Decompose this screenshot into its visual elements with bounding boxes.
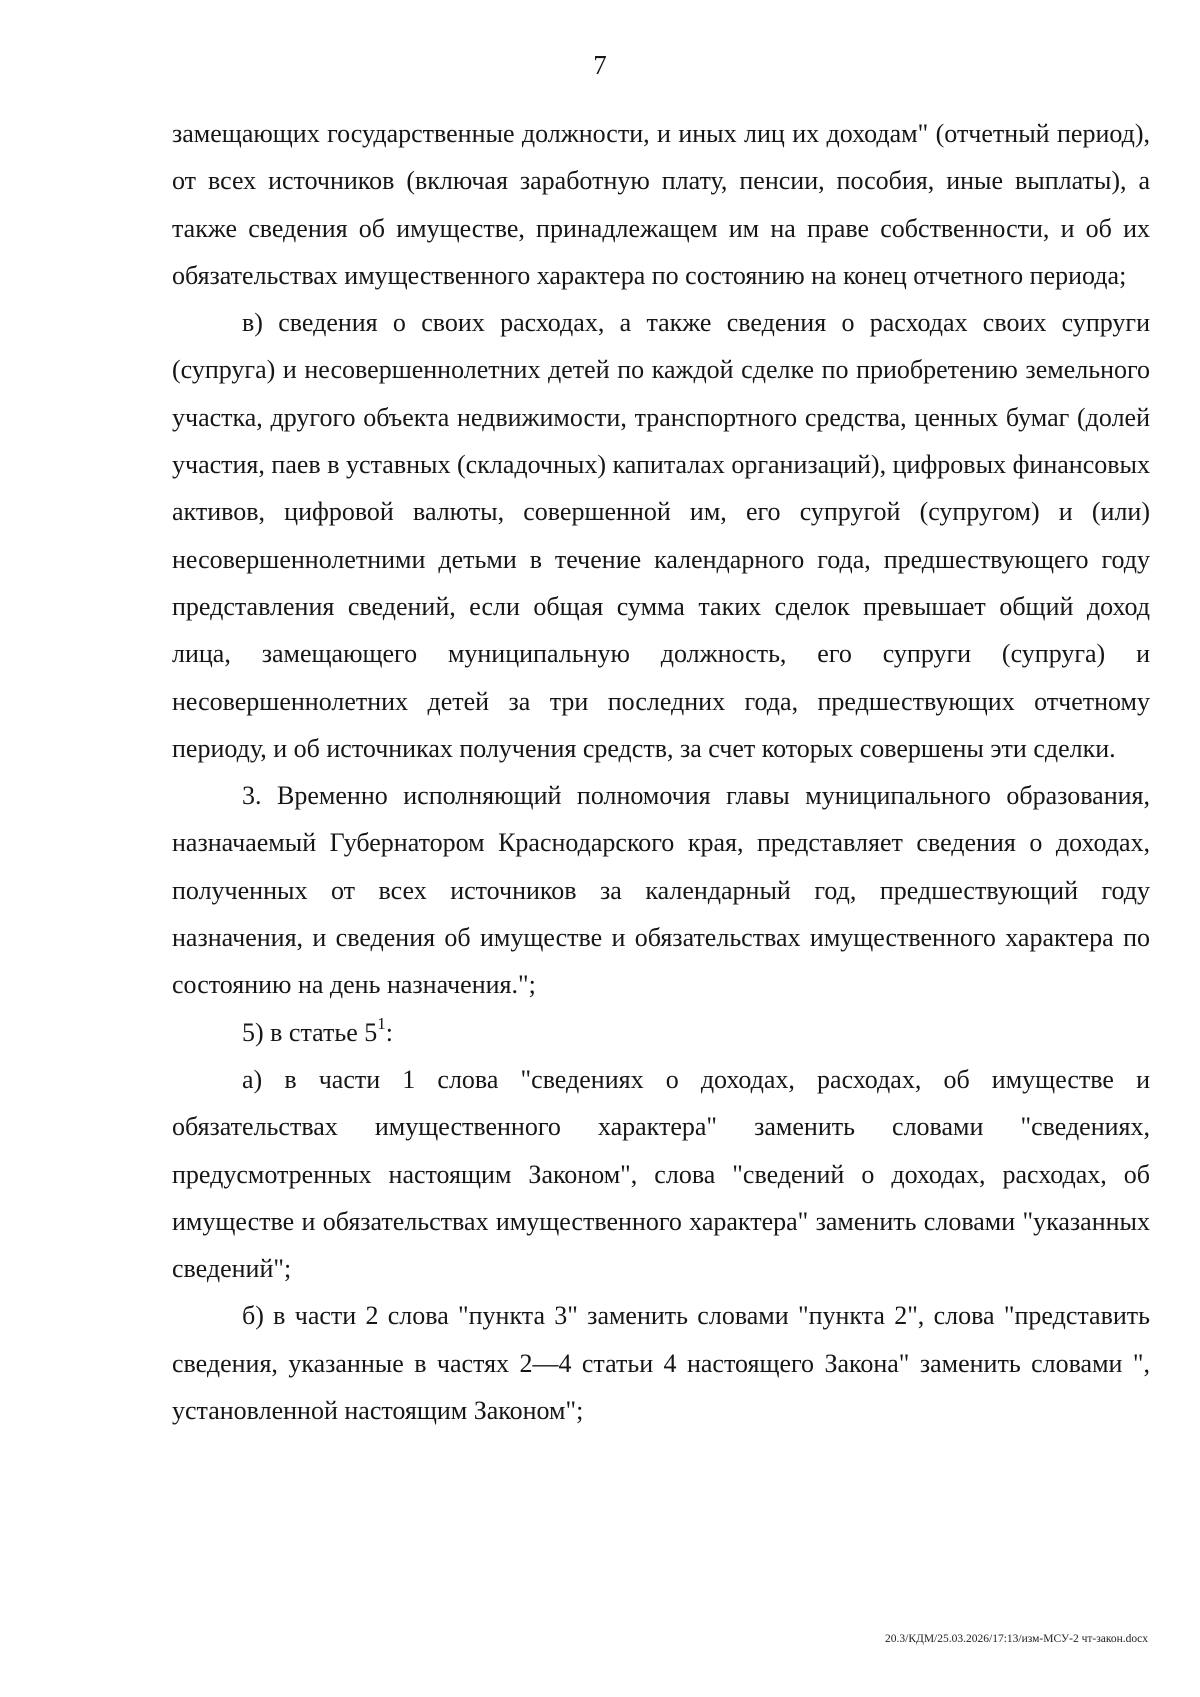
paragraph-continuation: замещающих государственные должности, и иных лиц их доходам" (отчетный период), от всех источников (включая заработную плату, пенсии, пособия, иные выплаты), а также сведения об имуществе, принадлежащем им на праве собственности, и об их обязательствах имущественного характера по состоянию на конец отчетного периода; bbox=[172, 119, 1150, 290]
article-heading-suffix: : bbox=[385, 1017, 394, 1047]
footer-file-reference: 20.3/КДМ/25.03.2026/17:13/изм-МСУ-2 чт-закон.docx bbox=[885, 1633, 1148, 1645]
paragraph-subitem-v: в) сведения о своих расходах, а также сведения о расходах своих супруги (супруга) и несовершеннолетних детей по каждой сделке по приобретению земельного участка, другого объекта недвижимости, транспортного средства, ценных бумаг (долей участия, паев в уставных (складочных) капиталах организаций), цифровых финансовых активов, цифровой валюты, совершенной им, его супругой (супругом) и (или) несовершеннолетними детьми в течение календарного года, предшествующего году представления сведений, если общая сумма таких сделок превышает общий доход лица, замещающего муниципальную должность, его супруги (супруга) и несовершеннолетних детей за три последних года, предшествующих отчетному периоду, и об источниках получения средств, за счет которых совершены эти сделки. bbox=[172, 308, 1150, 763]
document-body bbox=[172, 110, 1150, 1434]
paragraph-subitem-b: б) в части 2 слова "пункта 3" заменить словами "пункта 2", слова "представить сведения, указанные в частях 2—4 статьи 4 настоящего Закона" заменить словами ", установленной настоящим Законом"; bbox=[172, 1301, 1150, 1426]
paragraph-subitem-a: а) в части 1 слова "сведениях о доходах, расходах, об имуществе и обязательствах имущественного характера" заменить словами "сведениях, предусмотренных настоящим Законом", слова "сведений о доходах, расходах, об имуществе и обязательствах имущественного характера" заменить словами "указанных сведений"; bbox=[172, 1064, 1150, 1284]
page-number: 7 bbox=[593, 50, 607, 80]
article-heading-prefix: 5) в статье 5 bbox=[242, 1017, 378, 1047]
article-heading-superscript: 1 bbox=[377, 1013, 386, 1033]
paragraph-part-3: 3. Временно исполняющий полномочия главы муниципального образования, назначаемый Губернатором Краснодарского края, представляет сведения о доходах, полученных от всех источников за календарный год, предшествующий году назначения, и сведения об имуществе и обязательствах имущественного характера по состоянию на день назначения."; bbox=[172, 781, 1150, 1000]
article-heading bbox=[172, 1009, 1150, 1056]
